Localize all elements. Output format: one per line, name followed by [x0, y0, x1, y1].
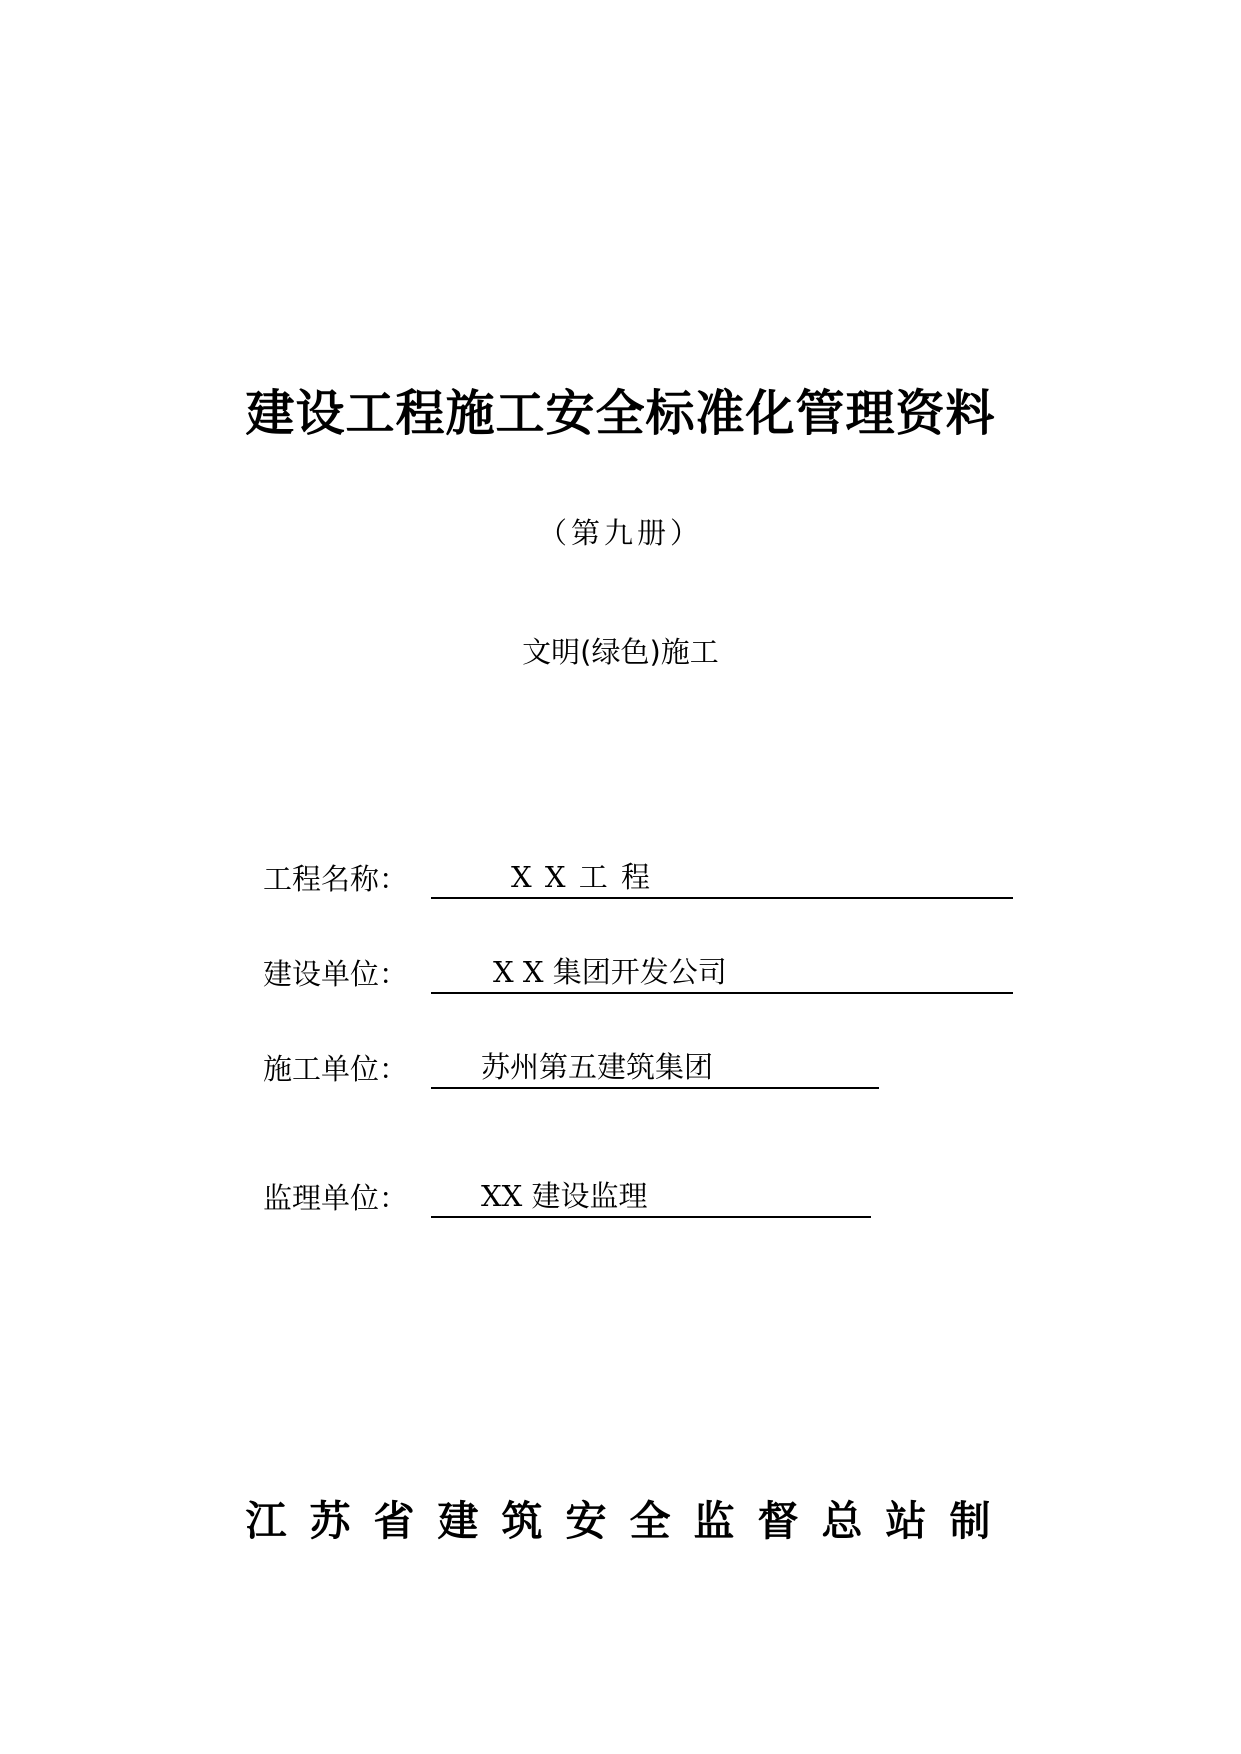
- document-subtitle: 文明(绿色)施工: [522, 635, 719, 669]
- contractor-unit-value: 苏州第五建筑集团: [481, 1050, 714, 1084]
- builder-unit-field: [263, 950, 1013, 994]
- document-title: 建设工程施工安全标准化管理资料: [245, 384, 996, 442]
- supervisor-unit-label: 监理单位：: [263, 1181, 409, 1215]
- project-name-field: [263, 855, 1013, 899]
- supervisor-unit-field: [263, 1174, 871, 1218]
- builder-unit-label: 建设单位：: [263, 957, 409, 991]
- contractor-unit-label: 施工单位：: [263, 1052, 409, 1086]
- contractor-unit-underline: [431, 1047, 879, 1089]
- volume-number: （第九册）: [537, 516, 703, 550]
- project-name-underline: [431, 857, 1013, 899]
- project-name-value: X X 工 程: [511, 860, 652, 894]
- builder-unit-underline: [431, 952, 1013, 994]
- project-name-label: 工程名称：: [263, 862, 409, 896]
- supervisor-unit-value: XX 建设监理: [481, 1179, 648, 1213]
- supervisor-unit-underline: [431, 1176, 871, 1218]
- contractor-unit-field: [263, 1045, 879, 1089]
- builder-unit-value: X X 集团开发公司: [493, 955, 727, 989]
- issuing-authority: 江苏省建筑安全监督总站制: [245, 1497, 1014, 1545]
